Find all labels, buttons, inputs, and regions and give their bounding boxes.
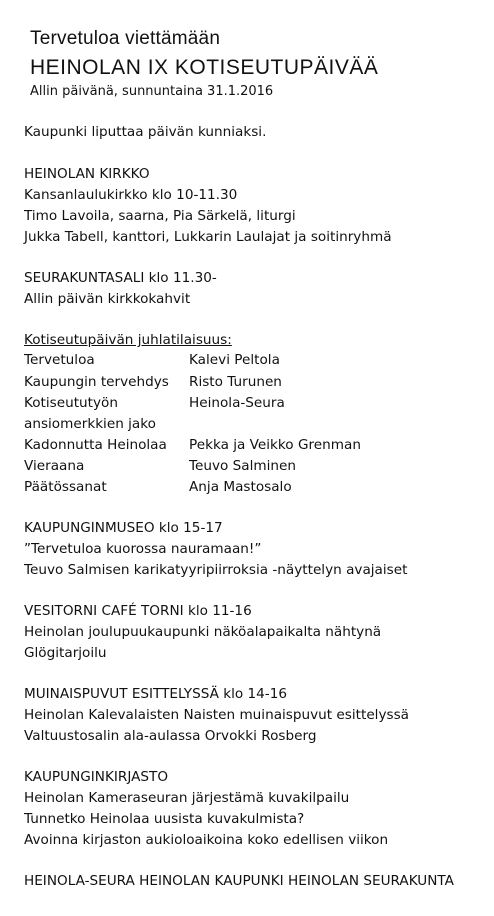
ceremony-person: Risto Turunen bbox=[189, 374, 282, 390]
library-line: Heinolan Kameraseuran järjestämä kuvakilpailu bbox=[24, 790, 350, 806]
ceremony-item: Kaupungin tervehdys bbox=[24, 374, 169, 390]
ceremony-item: Tervetuloa bbox=[24, 352, 95, 368]
ceremony-person: Heinola-Seura bbox=[189, 395, 285, 411]
museum-line: Teuvo Salmisen karikatyyripiirroksia -näyttelyn avajaiset bbox=[24, 562, 408, 578]
church-line: Jukka Tabell, kanttori, Lukkarin Laulajat ja soitinryhmä bbox=[24, 229, 392, 245]
ceremony-item: Päätössanat bbox=[24, 479, 107, 495]
library-line: Tunnetko Heinolaa uusista kuvakulmista? bbox=[24, 811, 305, 827]
tower-line: Glögitarjoilu bbox=[24, 645, 107, 661]
ceremony-item: Vieraana bbox=[24, 458, 85, 474]
ceremony-item: Kotiseututyön bbox=[24, 395, 118, 411]
organizers-footer: HEINOLA-SEURA HEINOLAN KAUPUNKI HEINOLAN SEURAKUNTA bbox=[24, 873, 454, 889]
welcome-line: Tervetuloa viettämään bbox=[30, 28, 221, 49]
costumes-line: Heinolan Kalevalaisten Naisten muinaispuvut esittelyssä bbox=[24, 707, 409, 723]
library-line: Avoinna kirjaston aukioloaikoina koko edellisen viikon bbox=[24, 832, 389, 848]
church-heading: HEINOLAN KIRKKO bbox=[24, 166, 150, 182]
costumes-line: Valtuustosalin ala-aulassa Orvokki Rosberg bbox=[24, 728, 317, 744]
library-heading: KAUPUNGINKIRJASTO bbox=[24, 769, 169, 785]
ceremony-person: Teuvo Salminen bbox=[189, 458, 297, 474]
intro-text: Kaupunki liputtaa päivän kunniaksi. bbox=[24, 124, 267, 140]
hall-heading: SEURAKUNTASALI klo 11.30- bbox=[24, 270, 217, 286]
museum-line: ”Tervetuloa kuorossa nauramaan!” bbox=[24, 541, 262, 557]
museum-heading: KAUPUNGINMUSEO klo 15-17 bbox=[24, 520, 223, 536]
hall-line: Allin päivän kirkkokahvit bbox=[24, 291, 191, 307]
ceremony-heading: Kotiseutupäivän juhlatilaisuus: bbox=[24, 332, 232, 348]
ceremony-person: Kalevi Peltola bbox=[189, 352, 280, 368]
tower-line: Heinolan joulupuukaupunki näköalapaikalta nähtynä bbox=[24, 624, 382, 640]
event-date: Allin päivänä, sunnuntaina 31.1.2016 bbox=[30, 84, 274, 99]
church-line: Timo Lavoila, saarna, Pia Särkelä, liturgi bbox=[24, 208, 296, 224]
ceremony-item: ansiomerkkien jako bbox=[24, 416, 156, 432]
ceremony-person: Anja Mastosalo bbox=[189, 479, 292, 495]
church-line: Kansanlaulukirkko klo 10-11.30 bbox=[24, 187, 238, 203]
ceremony-item: Kadonnutta Heinolaa bbox=[24, 437, 167, 453]
ceremony-person: Pekka ja Veikko Grenman bbox=[189, 437, 361, 453]
costumes-heading: MUINAISPUVUT ESITTELYSSÄ klo 14-16 bbox=[24, 686, 287, 702]
tower-heading: VESITORNI CAFÉ TORNI klo 11-16 bbox=[24, 603, 252, 619]
event-title: HEINOLAN IX KOTISEUTUPÄIVÄÄ bbox=[30, 56, 379, 79]
